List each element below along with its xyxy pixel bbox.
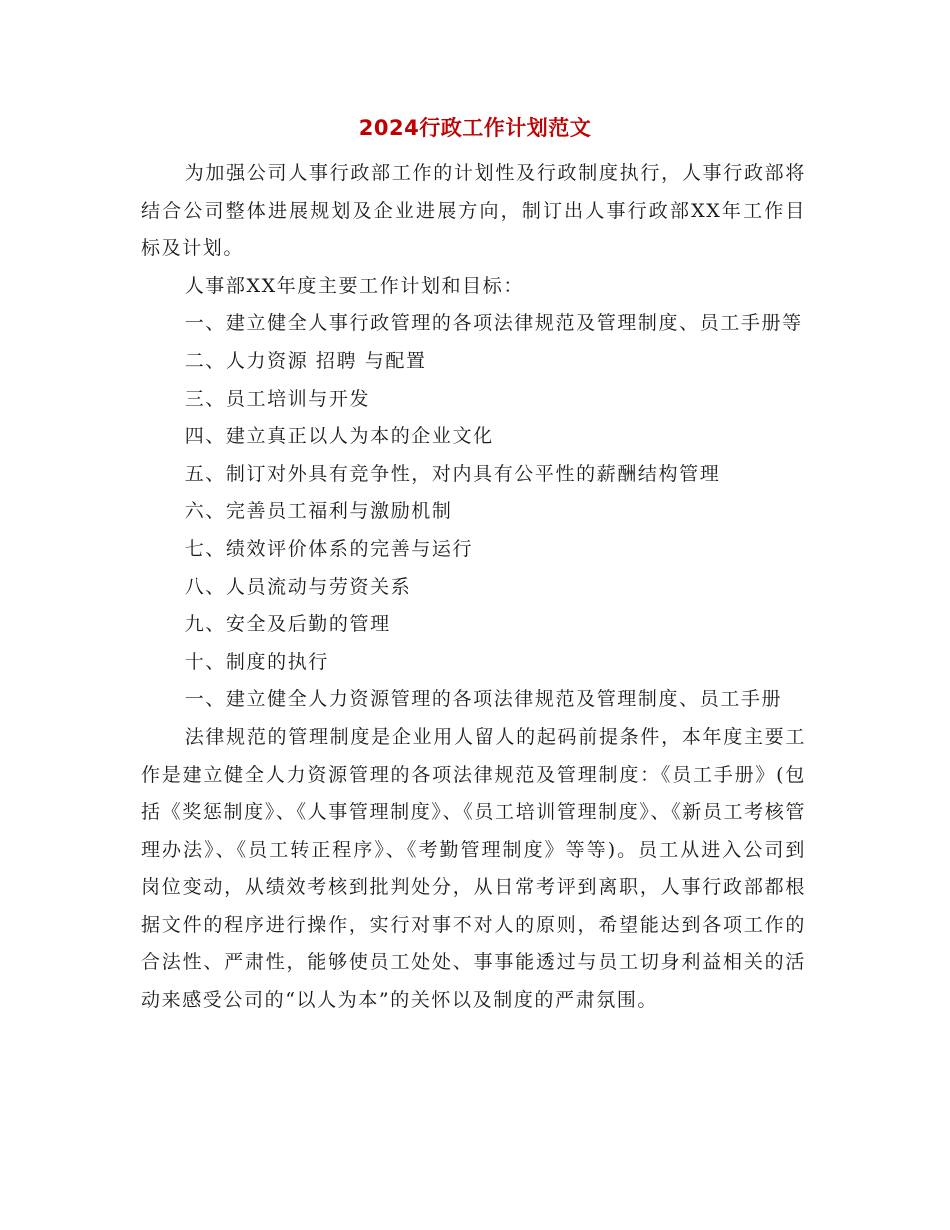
document-body [141, 155, 806, 1020]
list-item: 九、安全及后勤的管理 [184, 613, 391, 636]
list-item: 五、制订对外具有竞争性，对内具有公平性的薪酬结构管理 [184, 462, 721, 485]
list-item: 四、建立真正以人为本的企业文化 [184, 425, 494, 448]
list-item: 三、员工培训与开发 [184, 387, 371, 410]
list-item: 七、绩效评价体系的完善与运行 [184, 537, 474, 560]
list-item: 六、完善员工福利与激励机制 [184, 500, 453, 523]
section-paragraph: 法律规范的管理制度是企业用人留人的起码前提条件，本年度主要工作是建立健全人力资源管理的各项法律规范及管理制度：《员工手册》(包括《奖惩制度》、《人事管理制度》、《员工培训管理制度》、《新员工考核管理办法》、《员工转正程序》、《考勤管理制度》等等)。员工从进入公司到岗位变动，从绩效考核到批判处分，从日常考评到离职，人事行政部都根据文件的程序进行操作，实行对事不对人的原则，希望能达到各项工作的合法性、严肃性，能够使员工处处、事事能透过与员工切身利益相关的活动来感受公司的“以人为本”的关怀以及制度的严肃氛围。 [141, 725, 806, 1012]
list-item: 一、建立健全人事行政管理的各项法律规范及管理制度、员工手册等 [184, 312, 803, 335]
plan-heading: 人事部XX年度主要工作计划和目标： [184, 274, 524, 297]
list-item: 八、人员流动与劳资关系 [184, 575, 412, 598]
section-heading: 一、建立健全人力资源管理的各项法律规范及管理制度、员工手册 [184, 688, 783, 711]
list-item: 十、制度的执行 [184, 650, 329, 673]
intro-paragraph: 为加强公司人事行政部工作的计划性及行政制度执行，人事行政部将结合公司整体进展规划及企业进展方向，制订出人事行政部XX年工作目标及计划。 [141, 162, 806, 260]
document-title: 2024行政工作计划范文 [358, 116, 592, 140]
list-item: 二、人力资源 招聘 与配置 [184, 349, 427, 372]
